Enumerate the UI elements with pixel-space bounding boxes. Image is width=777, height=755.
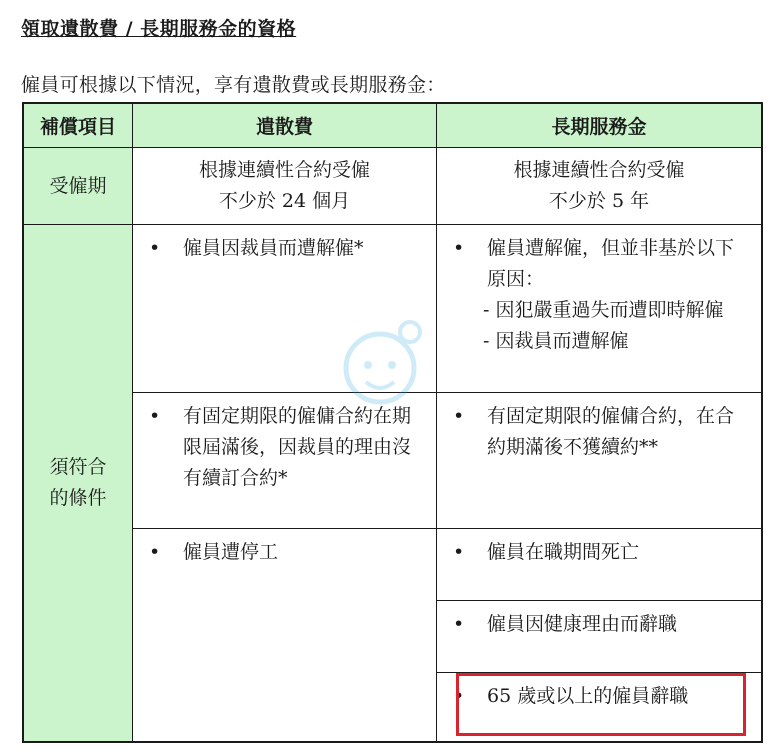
eligibility-table (22, 102, 763, 743)
severance-condition-1: • 僱員因裁員而遭解僱* (133, 225, 437, 393)
page-title: 領取遺散費 / 長期服務金的資格 (21, 18, 297, 40)
severance-condition-2: • 有固定期限的僱傭合約在期限屆滿後，因裁員的理由沒有續訂合約* (133, 393, 437, 529)
highlight-box (456, 673, 746, 736)
long-service-condition-2: • 有固定期限的僱傭合約，在合約期滿後不獲續約** (437, 393, 761, 529)
long-service-condition-1: • 僱員遭解僱，但並非基於以下原因： - 因犯嚴重過失而遭即時解僱 - 因裁員而遭解僱 (437, 225, 761, 393)
exception-item: - 因犯嚴重過失而遭即時解僱 (483, 299, 724, 321)
severance-condition-3: • 僱員遭停工 (133, 529, 437, 741)
exception-item: - 因裁員而遭解僱 (483, 330, 629, 352)
long-service-condition-5: • 65 歲或以上的僱員辭職 (453, 685, 689, 707)
severance-employment: 根據連續性合約受僱 不少於 24 個月 (133, 148, 437, 225)
intro-text: 僱員可根據以下情況，享有遺散費或長期服務金： (21, 74, 446, 96)
employment-label: 受僱期 (24, 148, 133, 225)
conditions-label: 須符合 的條件 (24, 225, 133, 741)
header-long-service: 長期服務金 (437, 104, 761, 148)
header-item: 補償項目 (24, 104, 133, 148)
long-service-condition-4: • 僱員因健康理由而辭職 (437, 601, 761, 673)
header-severance: 遣散費 (133, 104, 437, 148)
long-service-employment: 根據連續性合約受僱 不少於 5 年 (437, 148, 761, 225)
long-service-condition-3: • 僱員在職期間死亡 (437, 529, 761, 601)
baby-face-icon (330, 310, 440, 420)
